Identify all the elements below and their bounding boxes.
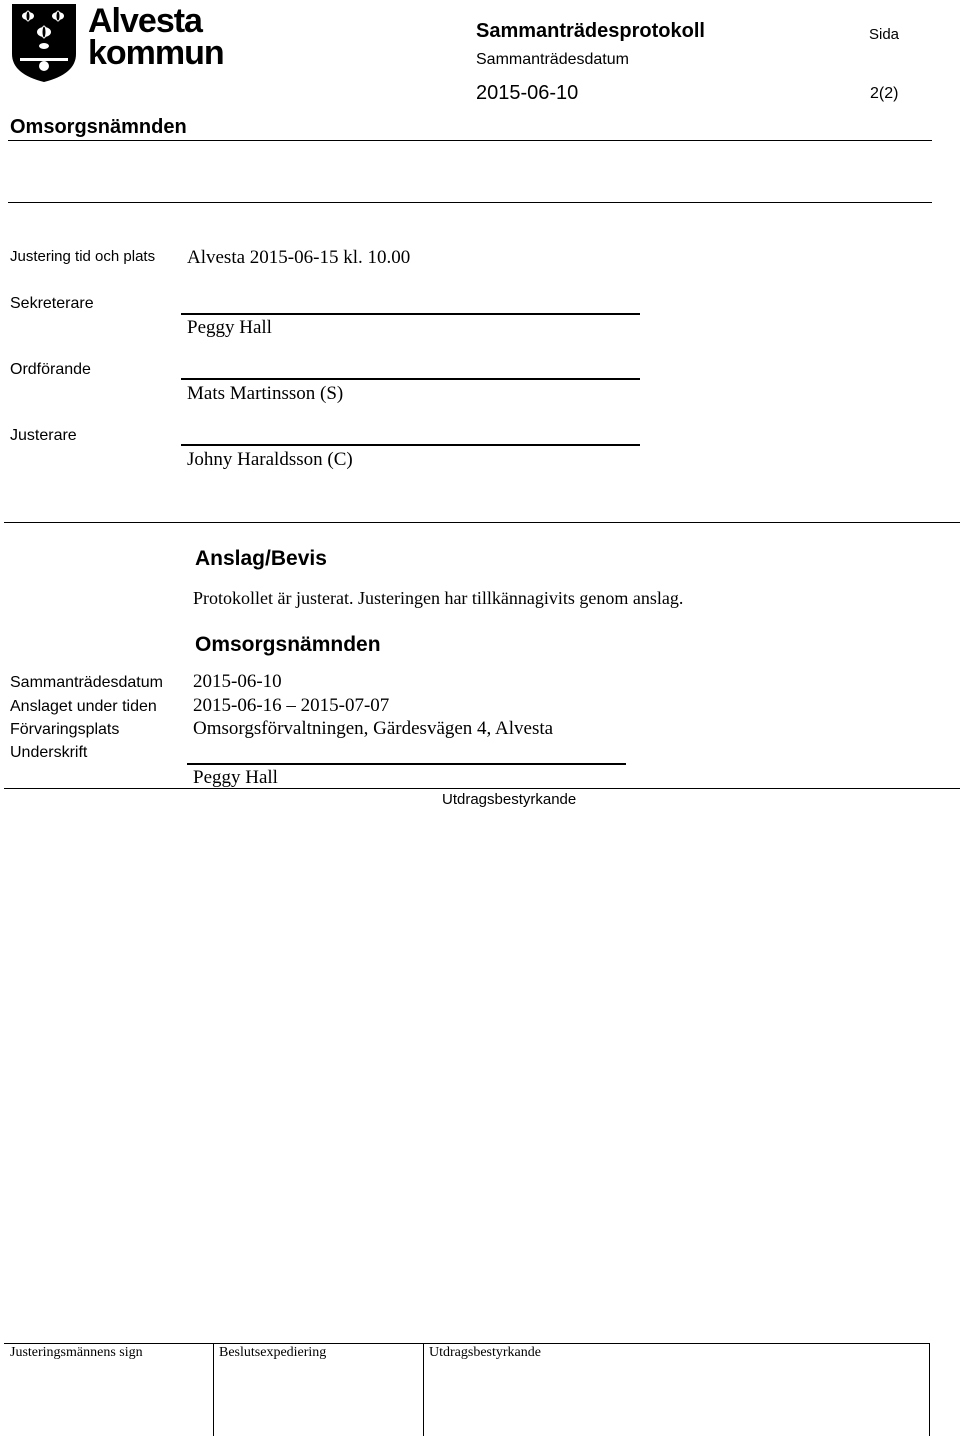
notice-signature-line [187,763,626,765]
notice-row-value: 2015-06-16 – 2015-07-07 [193,695,390,716]
chair-signature-line [181,378,640,380]
chair-label: Ordförande [10,361,91,378]
notice-signature-name: Peggy Hall [193,767,278,788]
notice-row-label: Underskrift [10,744,88,761]
meeting-date-label: Sammanträdesdatum [476,51,629,68]
notice-row-value: 2015-06-10 [193,671,282,692]
adjuster-label: Justerare [10,427,77,444]
secretary-name: Peggy Hall [187,317,272,338]
section-divider [8,202,932,203]
adjuster-signature-line [181,444,640,446]
logo-text-line2: kommun [88,34,224,72]
footer-divider [423,1343,424,1436]
committee-name: Omsorgsnämnden [10,116,187,138]
notice-bottom-border [4,788,960,789]
notice-statement: Protokollet är justerat. Justeringen har tillkännagivits genom anslag. [193,588,684,608]
secretary-label: Sekreterare [10,295,94,312]
notice-row-value: Omsorgsförvaltningen, Gärdesvägen 4, Alvesta [193,718,554,739]
footer-divider [929,1343,930,1436]
page-label: Sida [869,26,900,43]
page-number: 2(2) [870,85,899,102]
signing-place-label: Justering tid och plats [10,248,156,265]
adjuster-name: Johny Haraldsson (C) [187,449,353,470]
extract-certification-label: Utdragsbestyrkande [442,791,577,808]
meeting-date: 2015-06-10 [476,82,579,104]
footer-col-extract-certification: Utdragsbestyrkande [429,1345,541,1360]
chair-name: Mats Martinsson (S) [187,383,344,404]
notice-top-border [4,522,960,523]
municipality-logo [10,2,235,84]
notice-title: Anslag/Bevis [195,547,327,570]
logo-text-line1: Alvesta [88,2,202,40]
secretary-signature-line [181,313,640,315]
signing-place-value: Alvesta 2015-06-15 kl. 10.00 [187,247,411,268]
notice-row-label: Anslaget under tiden [10,698,157,715]
notice-row-label: Förvaringsplats [10,721,120,738]
document-type: Sammanträdesprotokoll [476,20,705,42]
footer-col-decision-dispatch: Beslutsexpediering [219,1345,327,1360]
footer-divider [213,1343,214,1436]
footer-col-adjusters-sign: Justeringsmännens sign [10,1345,143,1360]
notice-committee: Omsorgsnämnden [195,633,381,656]
header-divider [8,140,932,141]
footer-top-border [4,1343,930,1344]
notice-row-label: Sammanträdesdatum [10,674,163,691]
